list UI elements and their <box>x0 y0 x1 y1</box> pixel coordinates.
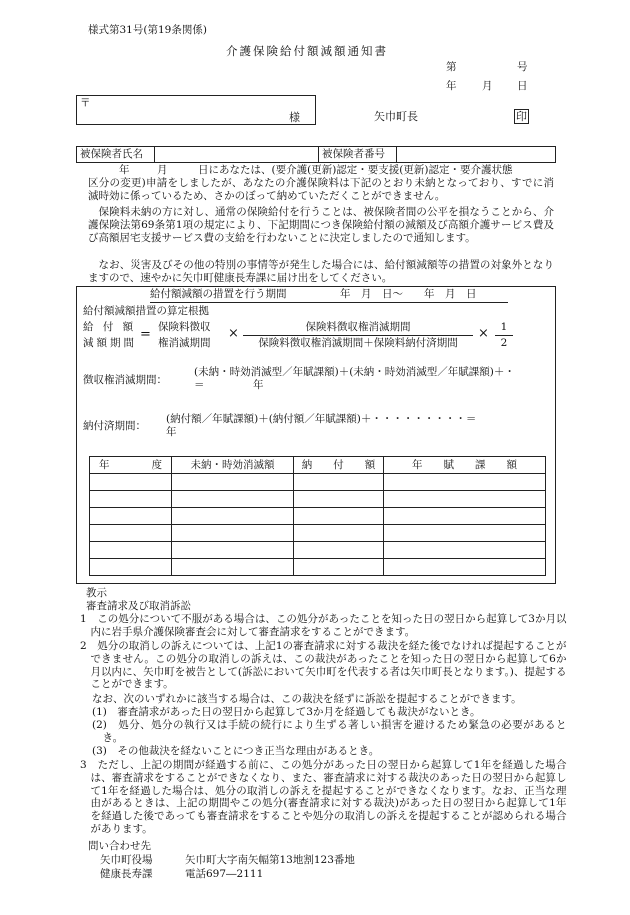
table-cell <box>294 491 384 508</box>
contact-department: 健康長寿課 <box>100 868 153 880</box>
table-header-row <box>90 457 546 474</box>
amount-table <box>89 456 546 576</box>
instruction-sub-3: (3) その他裁決を経ないことにつき正当な理由があるとき。 <box>92 745 380 757</box>
header-fiscal-year: 年 度 <box>90 457 172 474</box>
table-cell <box>90 525 172 542</box>
table-cell <box>294 525 384 542</box>
insured-name-label: 被保険者氏名 <box>80 148 143 160</box>
table-row <box>90 559 546 576</box>
formula-times-2: × <box>478 326 489 341</box>
table-row <box>90 508 546 525</box>
extinct-period-label: 徴収権消滅期間： <box>83 374 167 386</box>
table-row <box>90 542 546 559</box>
insured-divider-2 <box>318 146 319 163</box>
table-row <box>90 525 546 542</box>
addressee-sama: 様 <box>289 111 300 124</box>
appeal-heading: 審査請求及び取消訴訟 <box>86 600 191 612</box>
formula-term1-top: 保険料徴収 <box>158 321 211 333</box>
calculation-basis-heading: 給付額減額措置の算定根拠 <box>83 305 209 317</box>
table-cell <box>384 474 546 491</box>
contact-phone: 電話697―2111 <box>185 868 264 880</box>
notice-date-tail: 日にあなたは、(要介護(更新)認定・要支援(更新)認定・要介護状態 <box>198 164 513 176</box>
table-cell <box>384 508 546 525</box>
table-cell <box>172 525 294 542</box>
instruction-sub-1: (1) 審査請求があった日の翌日から起算して3か月を経過しても裁決がないとき。 <box>92 706 481 718</box>
period-to: 年 月 日 <box>424 288 477 300</box>
doc-number-dai: 第 <box>446 61 457 73</box>
table-cell <box>90 559 172 576</box>
doc-number-go: 号 <box>517 61 528 73</box>
formula-term1-bottom: 権消滅期間 <box>158 337 211 349</box>
formula-lhs-top: 給 付 額 <box>83 321 137 333</box>
formula-denominator: 保険料徴収権消滅期間＋保険料納付済期間 <box>258 337 458 349</box>
paid-period-label: 納付済期間： <box>83 420 146 432</box>
table-cell <box>172 508 294 525</box>
extinct-formula-line1: (未納・時効消滅型／年賦課額)＋(未納・時効消滅型／年賦課額)＋・ <box>194 366 515 378</box>
table-cell <box>90 508 172 525</box>
date-year: 年 <box>446 80 457 92</box>
form-number: 様式第31号(第19条関係) <box>88 24 207 36</box>
paragraph-2: 保険料未納の方に対し、通常の保険給付を行うことは、被保険者間の公平を損なうことから、介護保険法第69条第1項の規定により、下記期間につき保険給付額の減額及び高額介護サービス費及び高額居宅支援サービス費の支給を行わないことに決定しましたので通知します。 <box>88 206 554 244</box>
header-unpaid-amount: 未納・時効消滅額 <box>172 457 294 474</box>
formula-lhs-bottom: 減額期間 <box>83 337 137 349</box>
instruction-heading: 教示 <box>86 587 107 599</box>
extinct-formula-unit: 年 <box>253 379 264 391</box>
table-cell <box>294 542 384 559</box>
formula-times-1: × <box>228 326 239 341</box>
header-annual-levy: 年 賦 課 額 <box>384 457 546 474</box>
table-cell <box>294 474 384 491</box>
table-cell <box>384 491 546 508</box>
instruction-sub-2: (2) 処分、処分の執行又は手続の続行により生ずる著しい損害を避けるため緊急の必要があるとき。 <box>92 719 567 744</box>
extinct-formula-equals: ＝ <box>194 379 205 391</box>
paid-formula-line1: (納付額／年賦課額)＋(納付額／年賦課額)＋・・・・・・・・・＝ <box>166 413 477 425</box>
table-cell <box>384 559 546 576</box>
paragraph-1-rest: 区分の変更)申請をしましたが、あなたの介護保険料は下記のとおり未納となっており、すでに消滅時効に係っているため、さかのぼって納めていただくことができません。 <box>88 177 554 202</box>
table-cell <box>384 542 546 559</box>
period-label: 給付額減額の措置を行う期間 <box>150 288 287 300</box>
table-cell <box>90 542 172 559</box>
table-row <box>90 474 546 491</box>
instruction-item-2-note: なお、次のいずれかに該当する場合は、この裁決を経ずに訴訟を提起することができます。 <box>92 693 522 705</box>
date-day: 日 <box>517 80 528 92</box>
table-cell <box>172 542 294 559</box>
document-title: 介護保険給付額減額通知書 <box>226 44 388 58</box>
date-month: 月 <box>482 80 493 92</box>
notice-date-month: 月 <box>157 164 168 176</box>
formula-equals: = <box>140 327 151 342</box>
formula-numerator: 保険料徴収権消滅期間 <box>305 321 411 333</box>
instruction-item-3: 3 ただし、上記の期間が経過する前に、この処分があった日の翌日から起算して1年を経過した場合は、審査請求をすることができなくなり、また、審査請求に対する裁決のあった日の翌日から起算して1年を経過した場合は、処分の取消しの訴えを提起することができなくなります。なお、正当な理由があるときは、上記の期間やこの処分(審査請求に対する裁決)があった日の翌日から起算して1年を経過した後であっても審査請求をすることや処分の取消しの訴えを提起することが認められる場合があります。 <box>80 759 567 835</box>
instruction-item-1: 1 この処分について不服がある場合は、この処分があったことを知った日の翌日から起算して3か月以内に岩手県介護保険審査会に対して審査請求をすることができます。 <box>80 613 567 638</box>
header-paid-amount: 納 付 額 <box>294 457 384 474</box>
address-box <box>76 95 316 125</box>
period-from: 年 月 日〜 <box>340 288 403 300</box>
instruction-item-2: 2 処分の取消しの訴えについては、上記1の審査請求に対する裁決を経た後でなければ提起することができません。この処分の取消しの訴えは、この裁決があったことを知った日の翌日から起算して6か月以内に、矢巾町を被告として(訴訟において矢巾町を代表する者は矢巾町長となります。)、提起することができます。 <box>80 640 567 691</box>
paid-formula-unit: 年 <box>166 426 177 438</box>
table-cell <box>294 559 384 576</box>
contact-address: 矢巾町大字南矢幅第13地割123番地 <box>185 854 355 866</box>
insured-divider-1 <box>154 146 155 163</box>
table-cell <box>384 525 546 542</box>
table-cell <box>172 559 294 576</box>
contact-office: 矢巾町役場 <box>100 854 153 866</box>
seal-mark: 印 <box>516 110 527 123</box>
formula-half-numerator: 1 <box>500 321 508 333</box>
table-cell <box>294 508 384 525</box>
table-cell <box>172 491 294 508</box>
period-underline <box>150 302 508 303</box>
insured-divider-3 <box>396 146 397 163</box>
notice-date-year: 年 <box>119 164 130 176</box>
contact-heading: 問い合わせ先 <box>88 840 151 852</box>
table-cell <box>90 491 172 508</box>
insured-info-row <box>76 146 556 163</box>
paragraph-3: なお、災害及びその他の特別の事情等が発生した場合には、給付額減額等の措置の対象外となりますので、速やかに矢巾町健康長寿課に届け出をしてください。 <box>88 259 554 284</box>
formula-half-denominator: 2 <box>500 337 508 349</box>
table-row <box>90 491 546 508</box>
postal-mark: 〒 <box>80 97 91 109</box>
formula-fraction-bar <box>243 335 473 336</box>
issuer-name: 矢巾町長 <box>374 110 418 123</box>
formula-half-bar <box>495 335 513 336</box>
table-cell <box>172 474 294 491</box>
insured-number-label: 被保険者番号 <box>322 148 385 160</box>
table-cell <box>90 474 172 491</box>
